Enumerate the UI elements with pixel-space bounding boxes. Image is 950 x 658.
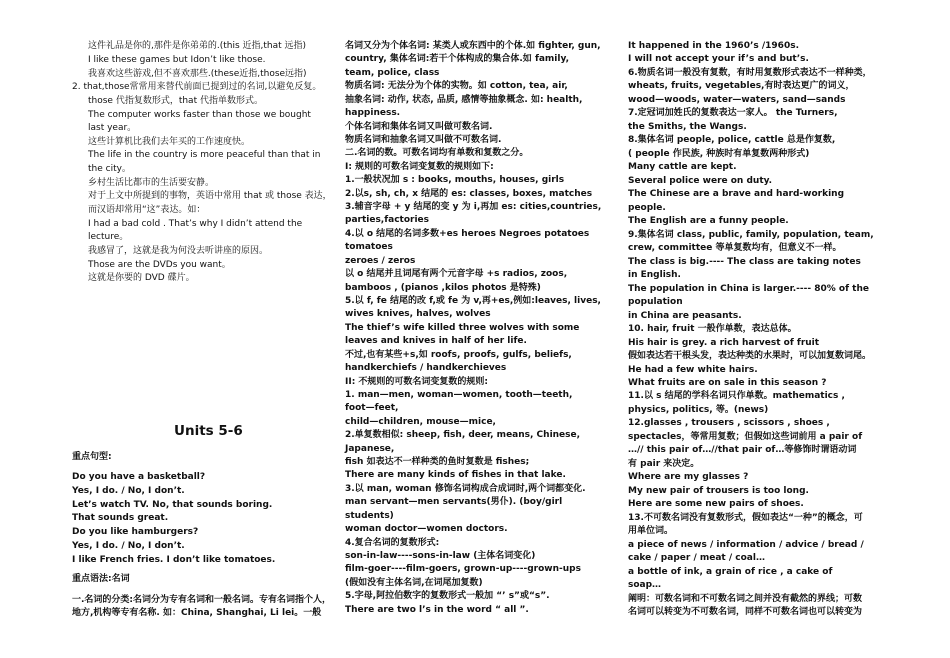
grammar-line: 阐明：可数名词和不可数名词之间并没有截然的界线；可数 <box>628 593 863 604</box>
dialog-line: Do you have a basketball? <box>72 472 206 482</box>
grammar-line: 二.名词的数。可数名词均有单数和复数之分。 <box>345 148 529 159</box>
grammar-line: 12.glasses , trousers , scissors , shoes , <box>628 418 830 429</box>
grammar-line: 5.字母,阿拉伯数字的复数形式一般加 “’ s”或“s”. <box>345 591 550 602</box>
grammar-line: 物质名词和抽象名词又叫做不可数名词. <box>345 134 502 145</box>
paragraph-line: 而汉语却常用“这”表达。如： <box>88 205 206 215</box>
paragraph-line: 2. that,those常常用来替代前面已提到过的名词,以避免反复。 <box>72 82 322 92</box>
dialog-line: Yes, I do. / No, I don’t. <box>72 541 185 551</box>
grammar-line: son-in-law----sons-in-law (主体名词变化) <box>345 550 536 561</box>
column-middle <box>345 0 610 658</box>
grammar-line: 名词可以转变为不可数名词，同样不可数名词也可以转变为 <box>628 607 863 618</box>
grammar-line: 11.以 s 结尾的学科名词只作单数。mathematics , <box>628 391 845 402</box>
grammar-line: bamboos , (pianos ,kilos photos 是特殊) <box>345 282 541 293</box>
grammar-line: 物质名词: 无法分为个体的实物。如 cotton, tea, air, <box>345 81 568 92</box>
grammar-line: soap… <box>628 580 662 591</box>
paragraph-line: I like these games but Idon’t like those. <box>88 55 266 65</box>
grammar-line: 1.一般状况加 s : books, mouths, houses, girls <box>345 175 565 186</box>
grammar-line: 抽象名词: 动作, 状态, 品质, 感情等抽象概念. 如: health, <box>345 94 583 105</box>
grammar-line: 2.以s, sh, ch, x 结尾的 es: classes, boxes, matches <box>345 188 593 199</box>
grammar-line: film-goer----film-goers, grown-up----grown-ups <box>345 564 581 575</box>
grammar-line: 4.以 o 结尾的名词多数+es heroes Negroes potatoes <box>345 228 590 239</box>
grammar-line: leaves and knives in half of her life. <box>345 336 527 347</box>
grammar-line: Many cattle are kept. <box>628 162 737 173</box>
dialog-line: Let’s watch TV. No, that sounds boring. <box>72 500 273 510</box>
grammar-line: Japanese, <box>345 443 395 454</box>
paragraph-line: the city。 <box>88 164 131 174</box>
grammar-line: child—children, mouse—mice, <box>345 416 496 427</box>
paragraph-line: 我喜欢这些游戏,但不喜欢那些.(these近指,those远指) <box>88 69 307 79</box>
grammar-line: wives knives, halves, wolves <box>345 309 491 320</box>
grammar-line: population <box>628 297 683 308</box>
grammar-line: 地方,机构等专有名称. 如：China, Shanghai, Li lei。一般 <box>72 608 322 618</box>
grammar-line: 7.定冠词加姓氏的复数表达一家人。 the Turners, <box>628 108 838 119</box>
grammar-line: Where are my glasses ? <box>628 472 749 483</box>
grammar-line: (假如没有主体名词,在词尾加复数) <box>345 577 483 588</box>
grammar-line: spectacles，等常用复数；但假如这些词前用 a pair of <box>628 431 863 442</box>
paragraph-line: The computer works faster than those we bought <box>88 110 311 120</box>
grammar-line: 10. hair, fruit 一般作单数，表达总体。 <box>628 324 797 335</box>
grammar-line: 8.集体名词 people, police, cattle 总是作复数, <box>628 135 836 146</box>
grammar-line: people. <box>628 202 666 213</box>
grammar-line: The class is big.---- The class are taking notes <box>628 256 861 267</box>
grammar-line: wood—woods, water—waters, sand—sands <box>628 94 846 105</box>
grammar-line: 2.单复数相似: sheep, fish, deer, means, Chinese, <box>345 430 581 441</box>
grammar-line: 1. man—men, woman—women, tooth—teeth, <box>345 389 573 400</box>
grammar-line: students) <box>345 510 394 521</box>
paragraph-line: I had a bad cold . That’s why I didn’t attend the <box>88 219 303 229</box>
grammar-line: 名词又分为个体名词: 某类人或东西中的个体.如 fighter, gun, <box>345 41 601 51</box>
paragraph-line: last year。 <box>88 123 137 133</box>
grammar-line: 5.以 f, fe 结尾的改 f,或 fe 为 v,再+es,例如:leaves, lives, <box>345 295 601 306</box>
grammar-line: woman doctor—women doctors. <box>345 524 508 535</box>
grammar-line: 13.不可数名词没有复数形式，假如表达“一种”的概念，可 <box>628 512 863 523</box>
column-left <box>72 0 334 658</box>
paragraph-line: 对于上文中所提到的事物，英语中常用 that 或 those 表达， <box>88 191 332 201</box>
grammar-line: parties,factories <box>345 215 430 226</box>
paragraph-line: 这就是你要的 DVD 碟片。 <box>88 273 195 283</box>
dialog-line: I like French fries. I don’t like tomatoes. <box>72 555 276 565</box>
grammar-line: in China are peasants. <box>628 310 742 321</box>
grammar-line: What fruits are on sale in this season ? <box>628 378 827 388</box>
grammar-line: Here are some new pairs of shoes. <box>628 499 804 510</box>
grammar-line: 个体名词和集体名词又叫做可数名词. <box>345 121 493 132</box>
grammar-line: There are two l’s in the word “ all ”. <box>345 604 529 615</box>
grammar-line: 3.以 man, woman 修饰名词构成合成词时,两个词都变化. <box>345 483 586 494</box>
paragraph-line: lecture。 <box>88 232 129 242</box>
grammar-line: 4.复合名词的复数形式: <box>345 537 440 548</box>
grammar-line: 9.集体名词 class, public, family, population, team, <box>628 229 874 240</box>
grammar-line: 一.名词的分类:名词分为专有名词和一般名词。专有名词指个人， <box>72 595 332 605</box>
grammar-line: Several police were on duty. <box>628 175 773 186</box>
paragraph-line: The life in the country is more peaceful than that in <box>88 150 321 160</box>
grammar-line: 6.物质名词一般没有复数，有时用复数形式表达不一样种类， <box>628 67 872 78</box>
grammar-line: 3.辅音字母 + y 结尾的变 y 为 i,再加 es: cities,countries, <box>345 202 602 213</box>
grammar-line: team, police, class <box>345 67 440 78</box>
grammar-line: cake / paper / meat / coal… <box>628 553 765 564</box>
grammar-line: …// this pair of…//that pair of…等修饰时谓语动词 <box>628 445 857 456</box>
grammar-line: I will not accept your if’s and but’s. <box>628 54 809 65</box>
grammar-line: zeroes / zeros <box>345 255 416 266</box>
paragraph-line: 我感冒了，这就是我为何没去听讲座的原因。 <box>88 246 269 256</box>
grammar-line: 用单位词。 <box>628 526 674 537</box>
section-heading: 重点语法:名词 <box>72 574 130 584</box>
grammar-line: 假如表达若干根头发，表达种类的水果时，可以加复数词尾。 <box>628 351 872 362</box>
grammar-line: His hair is grey. a rich harvest of fruit <box>628 337 820 348</box>
dialog-line: That sounds great. <box>72 513 169 523</box>
grammar-line: a bottle of ink, a grain of rice , a cake of <box>628 566 833 577</box>
grammar-line: wheats, fruits, vegetables,有时表达更广的词义， <box>628 81 855 92</box>
grammar-line: handkerchiefs / handkerchieves <box>345 363 507 374</box>
grammar-line: The English are a funny people. <box>628 216 789 227</box>
grammar-line: There are many kinds of fishes in that lake. <box>345 470 566 481</box>
grammar-line: I: 规则的可数名词变复数的规则如下: <box>345 161 494 172</box>
grammar-line: 以 o 结尾并且词尾有两个元音字母 +s radios, zoos, <box>345 269 568 280</box>
grammar-line: happiness. <box>345 108 401 119</box>
section-heading: 重点句型: <box>72 452 112 462</box>
grammar-line: He had a few white hairs. <box>628 364 758 375</box>
grammar-line: The population in China is larger.---- 80% of the <box>628 283 869 294</box>
dialog-line: Do you like hamburgers? <box>72 527 199 537</box>
grammar-line: II: 不规则的可数名词变复数的规则: <box>345 376 489 387</box>
paragraph-line: 乡村生活比都市的生活要安静。 <box>88 178 215 188</box>
grammar-line: country, 集体名词:若干个体构成的集合体.如 family, <box>345 54 570 65</box>
grammar-line: a piece of news / information / advice / bread / <box>628 539 864 550</box>
paragraph-line: 这件礼品是你的,那件是你弟弟的.(this 近指,that 远指) <box>88 41 307 51</box>
grammar-line: crew, committee 等单复数均有，但意义不一样。 <box>628 243 842 254</box>
grammar-line: ( people 作民族, 种族时有单复数两种形式) <box>628 148 810 159</box>
grammar-line: The Chinese are a brave and hard-working <box>628 189 845 200</box>
grammar-line: man servant—men servants(男仆). (boy/girl <box>345 497 563 508</box>
grammar-line: My new pair of trousers is too long. <box>628 485 809 496</box>
grammar-line: tomatoes <box>345 242 393 253</box>
grammar-line: foot—feet, <box>345 403 399 414</box>
grammar-line: fish 如表达不一样种类的鱼时复数是 fishes; <box>345 457 530 468</box>
grammar-line: It happened in the 1960’s /1960s. <box>628 41 799 51</box>
grammar-line: the Smiths, the Wangs. <box>628 121 747 132</box>
column-right <box>628 0 893 658</box>
units-title: Units 5-6 <box>174 423 243 439</box>
grammar-line: physics, politics, 等。(news) <box>628 404 769 415</box>
grammar-line: The thief’s wife killed three wolves with some <box>345 322 580 333</box>
paragraph-line: 这些计算机比我们去年买的工作速度快。 <box>88 137 251 147</box>
grammar-line: 有 pair 来决定。 <box>628 458 700 469</box>
paragraph-line: those 代指复数形式，that 代指单数形式。 <box>88 96 263 106</box>
grammar-line: 不过,也有某些+s,如 roofs, proofs, gulfs, beliefs, <box>345 349 572 360</box>
dialog-line: Yes, I do. / No, I don’t. <box>72 486 185 496</box>
grammar-line: in English. <box>628 270 681 281</box>
paragraph-line: Those are the DVDs you want。 <box>88 260 231 270</box>
